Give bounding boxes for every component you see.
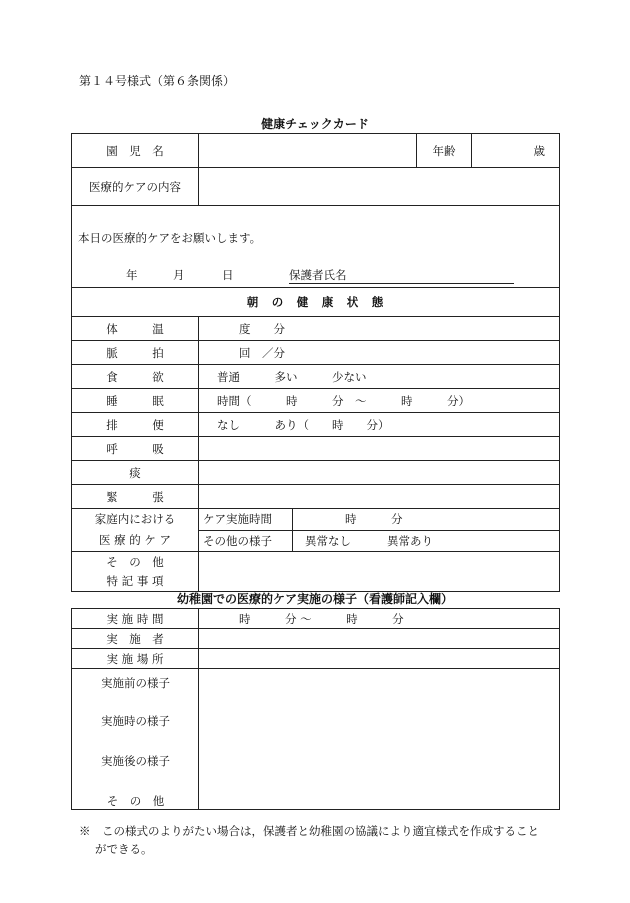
- observation-field[interactable]: [199, 669, 560, 810]
- no-abnormal-option[interactable]: 異常なし: [305, 533, 351, 548]
- health-row-label: 呼 吸: [72, 437, 199, 461]
- impl-time-field[interactable]: 時 分 ～ 時 分: [199, 609, 560, 629]
- phlegm-field[interactable]: [199, 461, 560, 485]
- implementer-label: 実 施 者: [72, 629, 199, 649]
- health-row-label: 排 便: [72, 413, 199, 437]
- health-check-table: [71, 133, 560, 592]
- date-day: 日: [222, 268, 234, 282]
- appetite-field[interactable]: 普通 多い 少ない: [199, 365, 560, 389]
- home-care-label: [72, 509, 199, 552]
- care-time-field[interactable]: 時 分: [293, 509, 560, 531]
- child-name-label: 園 児 名: [72, 134, 199, 168]
- impl-time-label: 実 施 時 間: [72, 609, 199, 629]
- abnormal-option[interactable]: 異常あり: [387, 533, 433, 548]
- health-row-label: 体 温: [72, 317, 199, 341]
- care-time-label: ケア実施時間: [199, 509, 293, 531]
- section2-title: 幼稚園での医療的ケア実施の様子（看護師記入欄）: [176, 592, 453, 606]
- request-text: 本日の医療的ケアをお願いします。: [78, 231, 262, 245]
- health-row-label: 痰: [72, 461, 199, 485]
- guardian-label: 保護者氏名: [289, 268, 347, 282]
- breathing-field[interactable]: [199, 437, 560, 461]
- tension-field[interactable]: [199, 485, 560, 509]
- during-label: 実施時の様子: [101, 714, 170, 728]
- other-notes-line1: そ の 他: [106, 554, 164, 569]
- sleep-field[interactable]: 時間（ 時 分 ～ 時 分）: [199, 389, 560, 413]
- other-state-label: その他の様子: [199, 530, 293, 552]
- health-row-label: 睡 眠: [72, 389, 199, 413]
- date-year: 年: [126, 268, 138, 282]
- guardian-name-field[interactable]: [289, 267, 514, 284]
- other-state-options: [293, 530, 560, 552]
- age-label: 年齢: [417, 134, 472, 168]
- care-content-label: 医療的ケアの内容: [72, 168, 199, 206]
- date-month: 月: [173, 268, 185, 282]
- age-field[interactable]: [472, 134, 560, 168]
- implementer-field[interactable]: [199, 629, 560, 649]
- other-notes-label: [72, 552, 199, 592]
- morning-health-header: 朝 の 健 康 状 態: [72, 288, 560, 317]
- health-row-label: 緊 張: [72, 485, 199, 509]
- before-label: 実施前の様子: [101, 676, 170, 690]
- stool-field[interactable]: なし あり（ 時 分）: [199, 413, 560, 437]
- after-label: 実施後の様子: [101, 754, 170, 768]
- health-row-label: 脈 拍: [72, 341, 199, 365]
- other-notes-field[interactable]: [199, 552, 560, 592]
- temperature-field[interactable]: 度 分: [199, 317, 560, 341]
- impl-place-field[interactable]: [199, 649, 560, 669]
- kindergarten-care-table: [71, 608, 560, 810]
- age-unit: 歳: [533, 143, 545, 158]
- other-notes-line2: 特 記 事 項: [106, 573, 164, 588]
- others-label: そ の 他: [106, 794, 165, 808]
- footnote-line1: ※ この様式のよりがたい場合は，保護者と幼稚園の協議により適宜様式を作成すること: [79, 824, 539, 838]
- form-title: 健康チェックカード: [261, 117, 369, 131]
- child-name-field[interactable]: [199, 134, 417, 168]
- form-number: 第１４号様式（第６条関係）: [79, 74, 236, 88]
- health-row-label: 食 欲: [72, 365, 199, 389]
- observation-labels: [72, 669, 199, 810]
- home-care-label-line2: 医 療 的 ケ ア: [98, 533, 172, 547]
- home-care-label-line1: 家庭内における: [94, 512, 176, 526]
- footnote-line2: ができる。: [95, 842, 153, 856]
- request-cell: [72, 206, 560, 288]
- impl-place-label: 実 施 場 所: [72, 649, 199, 669]
- pulse-field[interactable]: 回 ／分: [199, 341, 560, 365]
- care-content-field[interactable]: [199, 168, 560, 206]
